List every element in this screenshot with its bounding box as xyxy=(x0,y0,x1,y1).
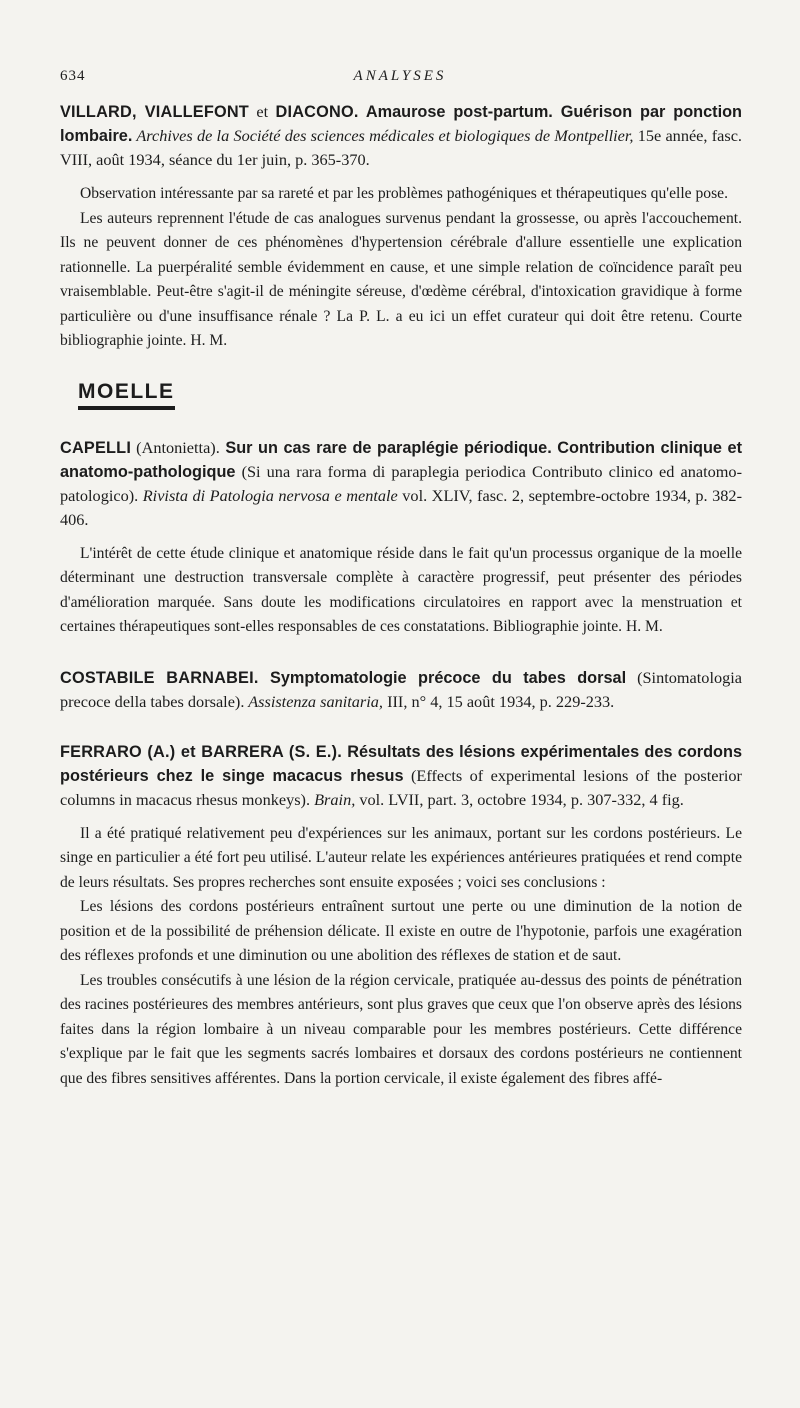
entry-author-first: (A.) et BARRERA (S. E.). xyxy=(141,742,342,761)
entry-author-joiner: et xyxy=(248,102,276,121)
entry-original-title: (Sintomatologia precoce della tabes dorsale). xyxy=(60,667,742,711)
entry-original-title: (Effects of experimental lesions of the posterior columns in macacus rhesus monkeys). xyxy=(60,765,742,809)
entry-original-title: (Si una rara forma di paraplegia periodica Contributo clinico ed anatomo-patologico). xyxy=(60,461,742,505)
abstract-entry-costabile xyxy=(60,666,750,714)
entry-journal: Archives de la Société des sciences médicales et biologiques de Montpellier, xyxy=(132,126,634,145)
entry-title: Symptomatologie précoce du tabes dorsal xyxy=(258,668,627,687)
entry-heading xyxy=(60,100,750,172)
section-heading: MOELLE xyxy=(78,380,175,410)
page-body xyxy=(60,100,750,1091)
abstract-entry-ferraro xyxy=(60,740,750,1092)
entry-authors: VILLARD, VIALLEFONT xyxy=(60,103,249,121)
entry-paragraph: L'intérêt de cette étude clinique et anatomique réside dans le fait qu'un processus organique de la moelle déterminant une destruction transversale complète à caractère progressif, peut présenter des périodes d'amélioration marquée. Sans doute les modifications circulatoires en rapport avec la menstruation et certaines thérapeutiques sont-elles responsables de ces constatations. Bibliographie jointe. H. M. xyxy=(60,544,742,635)
entry-paragraph: Les auteurs reprennent l'étude de cas analogues survenus pendant la grossesse, ou après l'accouchement. Ils ne peuvent donner de ces phénomènes d'hypertension cérébrale d'allure essentielle une explication rationnelle. La puerpéralité semble évidemment en cause, et une simple relation de coïncidence paraît peu vraisemblable. Peut-être s'agit-il de méningite séreuse, d'œdème cérébral, d'intoxication gravidique à forme particulière ou d'une insuffisance rénale ? La P. L. a eu ici un effet curateur qui doit être retenu. Courte bibliographie jointe. H. M. xyxy=(60,209,742,349)
entry-authors: FERRARO xyxy=(60,742,142,761)
entry-authors: CAPELLI xyxy=(60,438,132,457)
entry-citation: vol. LVII, part. 3, octobre 1934, p. 307-332, 4 fig. xyxy=(355,789,684,809)
running-header xyxy=(60,68,740,88)
entry-paragraph: Il a été pratiqué relativement peu d'expériences sur les animaux, portant sur les cordons postérieurs. Le singe en particulier a été fort peu utilisé. L'auteur relate les expériences antérieures pratiquées et rend compte de leurs résultats. Ses propres recherches sont ensuite exposées ; voici ses conclusions : xyxy=(60,824,742,891)
entry-heading xyxy=(60,436,750,532)
entry-heading xyxy=(60,740,750,812)
entry-title: Sur un cas rare de paraplégie périodique. Contribution clinique et anatomo-pathologique xyxy=(60,438,742,481)
entry-journal: Brain, xyxy=(310,789,356,809)
entry-citation: 15e année, fasc. VIII, août 1934, séance du 1er juin, p. 365-370. xyxy=(60,126,743,169)
entry-authors: COSTABILE BARNABEI. xyxy=(60,668,259,687)
entry-title: Amaurose post-partum. Guérison par ponction lombaire. xyxy=(60,103,742,145)
entry-author-first: (Antonietta). xyxy=(131,437,220,457)
running-title: ANALYSES xyxy=(353,68,447,84)
page-number: 634 xyxy=(60,68,86,84)
entry-title: Résultats des lésions expérimentales des cordons postérieurs chez le singe macacus rhesus xyxy=(60,742,742,785)
entry-authors-2: DIACONO. xyxy=(275,103,359,121)
abstract-entry-villard xyxy=(60,100,750,354)
entry-paragraph: Les troubles consécutifs à une lésion de la région cervicale, pratiquée au-dessus des points de pénétration des racines postérieures des membres antérieurs, sont plus graves que ceux que l'on observe après des lésions faites dans la région lombaire à un niveau comparable pour les membres postérieurs. Cette différence s'explique par le fait que les segments sacrés lombaires et dorsaux des cordons postérieurs ne contiennent que des fibres sensitives afférentes. Dans la portion cervicale, il existe également des fibres affé- xyxy=(60,971,742,1087)
entry-heading xyxy=(60,666,750,714)
entry-paragraph: Les lésions des cordons postérieurs entraînent surtout une perte ou une diminution de la notion de position et de la possibilité de préhension délicate. Il existe en outre de l'hypotonie, parfois une exagération des réflexes profonds et une diminution ou une abolition des réflexes de station et de saut. xyxy=(60,898,742,964)
entry-journal: Rivista di Patologia nervosa e mentale xyxy=(138,485,398,505)
entry-citation: vol. XLIV, fasc. 2, septembre-octobre 1934, p. 382-406. xyxy=(60,485,742,529)
abstract-entry-capelli xyxy=(60,436,750,640)
entry-citation: III, n° 4, 15 août 1934, p. 229-233. xyxy=(383,691,615,711)
entry-paragraph: Observation intéressante par sa rareté et par les problèmes pathogéniques et thérapeutiques qu'elle pose. xyxy=(80,185,728,202)
entry-journal: Assistenza sanitaria, xyxy=(244,691,383,711)
